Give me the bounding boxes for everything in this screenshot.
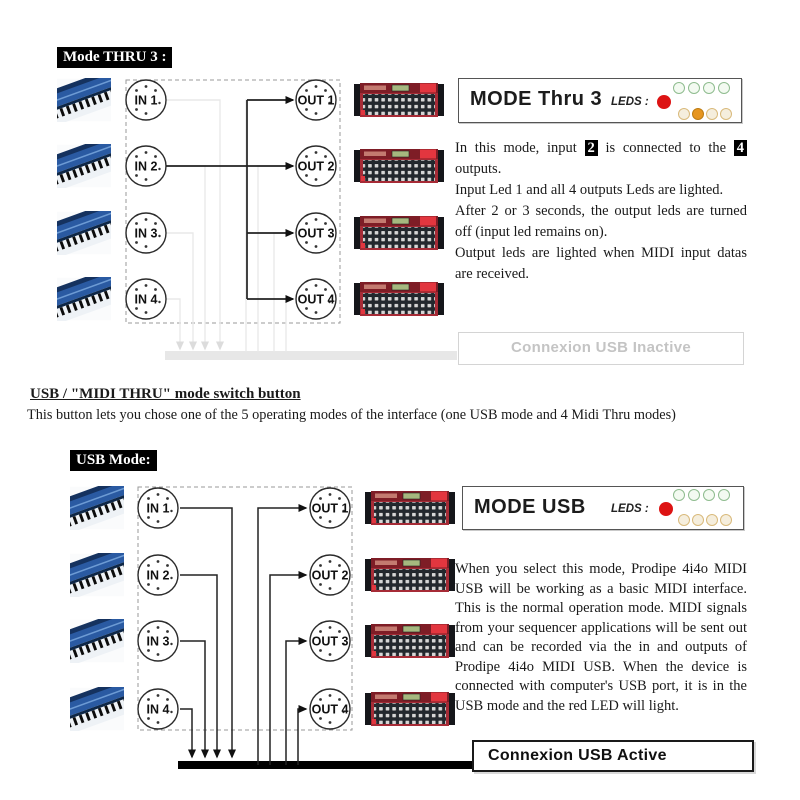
input-led-2: [688, 82, 700, 94]
keyboard-icon: [39, 200, 127, 260]
port-label-in3: IN 3: [134, 226, 158, 241]
thru3-description: [455, 138, 747, 285]
usb-bus-bar-active: [178, 761, 472, 769]
mode-usb-title: MODE USB: [474, 496, 586, 518]
usb-status-active: Connexion USB Active: [472, 740, 754, 772]
output-led-4: [720, 514, 732, 526]
usb-led-red: [657, 95, 671, 109]
keyboard-icon: [39, 67, 127, 127]
port-label-in4: IN 4: [146, 702, 170, 717]
midi-module-icon: [365, 491, 455, 525]
output-led-2: [692, 514, 704, 526]
thru3-line4: Output leds are lighted when MIDI input datas are received.: [455, 245, 747, 282]
port-label-in2: IN 2: [146, 568, 170, 583]
output-led-3: [706, 514, 718, 526]
midi-module-icon: [354, 282, 444, 316]
keyboard-icon: [52, 608, 140, 668]
midi-module-icon: [354, 216, 444, 250]
text-run: is connected to the: [597, 140, 734, 156]
keyboard-icon: [39, 133, 127, 193]
port-label-out4: OUT 4: [297, 292, 335, 307]
port-label-out4: OUT 4: [311, 702, 349, 717]
port-label-in1: IN 1: [134, 93, 158, 108]
ghost-wires: [166, 100, 292, 352]
input-led-3: [703, 489, 715, 501]
midi-module-icon: [365, 558, 455, 592]
mode-thru3-title: MODE Thru 3: [470, 88, 603, 110]
usb-description: When you select this mode, Prodipe 4i4o MIDI USB will be working as a basic MIDI interface. This is the normal operation mode. MIDI signals from your sequencer applications will be sent out and can be recorded via the in and outputs of Prodipe 4i4o MIDI USB. When the device is connected with computer's USB port, it is in the USB mode and the red LED will light.: [455, 561, 747, 714]
keyboard-icon: [52, 676, 140, 736]
text-run: In this mode, input: [455, 140, 585, 156]
section-header-usb: USB Mode:: [70, 450, 157, 471]
keyboard-icon: [52, 475, 140, 535]
highlight-4-outputs: 4: [734, 140, 747, 156]
thru3-routing-diagram: [0, 60, 470, 380]
port-label-out1: OUT 1: [297, 93, 335, 108]
input-led-3: [703, 82, 715, 94]
usb-bus-bar-inactive: [165, 351, 457, 360]
port-label-out3: OUT 3: [311, 634, 349, 649]
output-led-3: [706, 108, 718, 120]
port-label-in2: IN 2: [134, 159, 158, 174]
port-label-out2: OUT 2: [297, 159, 335, 174]
midi-module-icon: [354, 83, 444, 117]
mode-thru3-panel: [458, 78, 742, 123]
port-label-out3: OUT 3: [297, 226, 335, 241]
usb-status-inactive: Connexion USB Inactive: [458, 332, 744, 365]
usb-routing-diagram: [0, 470, 480, 800]
output-led-1: [678, 108, 690, 120]
port-label-in3: IN 3: [146, 634, 170, 649]
leds-label: LEDS :: [611, 503, 649, 515]
mode-usb-panel: [462, 486, 744, 530]
port-label-out2: OUT 2: [311, 568, 349, 583]
text-run: outputs.: [455, 161, 502, 177]
input-led-1: [673, 82, 685, 94]
thru3-line1: [455, 138, 747, 180]
switch-button-body: This button lets you chose one of the 5 operating modes of the interface (one USB mode and 4 Midi Thru modes): [27, 407, 676, 423]
port-label-in1: IN 1: [146, 501, 170, 516]
section-header-thru3: Mode THRU 3 :: [57, 47, 172, 68]
output-led-4: [720, 108, 732, 120]
midi-module-icon: [354, 149, 444, 183]
port-label-out1: OUT 1: [311, 501, 349, 516]
input-led-2: [688, 489, 700, 501]
usb-wires: [180, 508, 306, 765]
midi-module-icon: [365, 624, 455, 658]
output-led-2-lit: [692, 108, 704, 120]
keyboard-icon: [39, 266, 127, 326]
output-led-1: [678, 514, 690, 526]
thru3-line2: Input Led 1 and all 4 outputs Leds are lighted.: [455, 182, 724, 198]
usb-led-red-lit: [659, 502, 673, 516]
input-led-4: [718, 82, 730, 94]
switch-button-heading: USB / "MIDI THRU" mode switch button: [30, 386, 301, 402]
thru3-line3: After 2 or 3 seconds, the output leds are turned off (input led remains on).: [455, 203, 747, 240]
midi-module-icon: [365, 692, 455, 726]
keyboard-icon: [52, 542, 140, 602]
port-label-in4: IN 4: [134, 292, 158, 307]
highlight-input-2: 2: [585, 140, 598, 156]
leds-label: LEDS :: [611, 96, 649, 108]
input-led-1: [673, 489, 685, 501]
input-led-4: [718, 489, 730, 501]
